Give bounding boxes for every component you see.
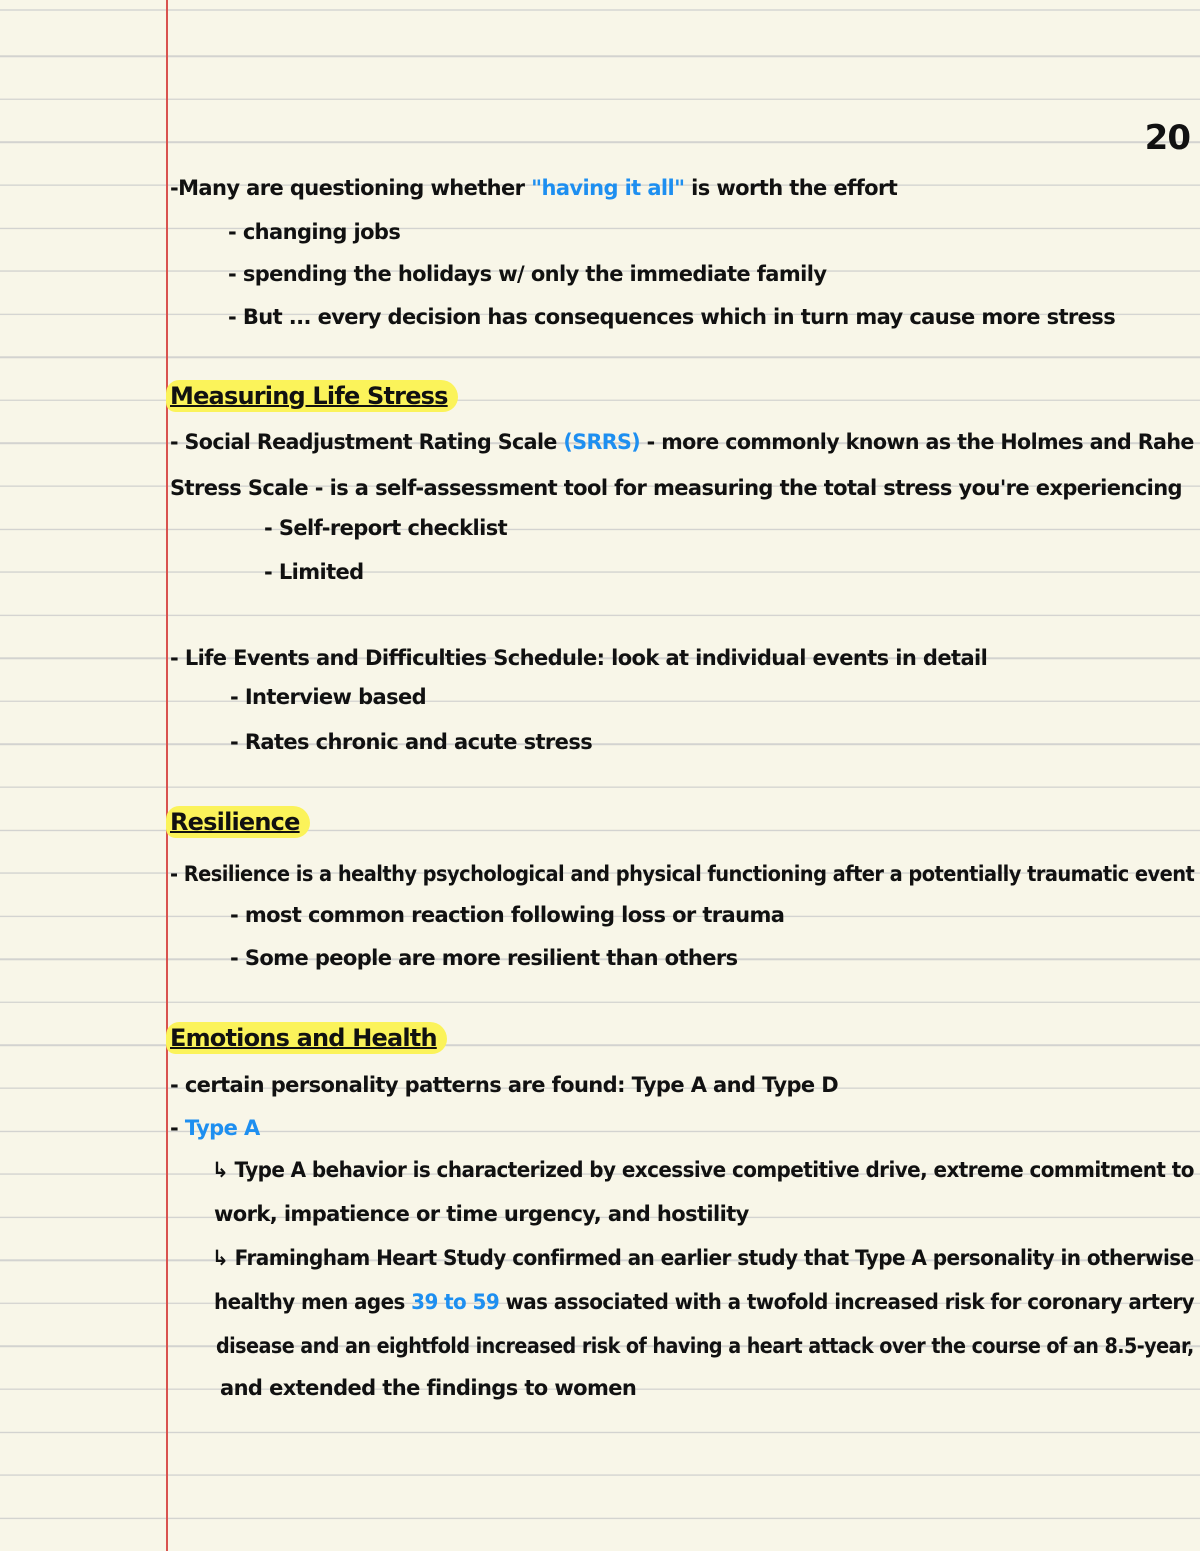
intro-line bbox=[170, 176, 897, 200]
page-number: 20 bbox=[1144, 118, 1190, 158]
sub-arrow-icon: ↳ bbox=[212, 1246, 229, 1270]
srrs-bullet: - Self-report checklist bbox=[264, 516, 508, 540]
led-bullet: - Rates chronic and acute stress bbox=[230, 730, 593, 754]
age-range: 39 to 59 bbox=[411, 1290, 500, 1314]
led-schedule-line: - Life Events and Difficulties Schedule: look at individual events in detail bbox=[170, 646, 988, 670]
led-bullet: - Interview based bbox=[230, 685, 427, 709]
intro-text-pre: -Many are questioning whether bbox=[170, 176, 532, 200]
heading-measuring-life-stress: Measuring Life Stress bbox=[166, 380, 458, 412]
type-a-para1-text: Type A behavior is characterized by excessive competitive drive, extreme commitment to bbox=[234, 1158, 1194, 1182]
personality-line: - certain personality patterns are found: Type A and Type D bbox=[170, 1073, 839, 1097]
having-it-all-quote: "having it all" bbox=[531, 176, 685, 200]
margin-line bbox=[166, 0, 168, 1551]
type-a-para1-line1 bbox=[212, 1158, 1194, 1182]
framingham-line2-pre: healthy men ages bbox=[214, 1290, 412, 1314]
type-a-label: Type A bbox=[184, 1116, 260, 1140]
srrs-line bbox=[170, 430, 1194, 454]
type-a-line bbox=[170, 1116, 260, 1140]
srrs-line-2: Stress Scale - is a self-assessment tool for measuring the total stress you're experiencing bbox=[170, 476, 1182, 500]
intro-bullet: - changing jobs bbox=[228, 220, 401, 244]
intro-bullet: - spending the holidays w/ only the immediate family bbox=[228, 262, 827, 286]
framingham-line1 bbox=[212, 1246, 1194, 1270]
srrs-bullet: - Limited bbox=[264, 560, 364, 584]
sub-arrow-icon: ↳ bbox=[212, 1158, 229, 1182]
srrs-text-pre: - Social Readjustment Rating Scale bbox=[170, 430, 564, 454]
intro-bullet: - But ... every decision has consequences which in turn may cause more stress bbox=[228, 305, 1116, 329]
framingham-line3: disease and an eightfold increased risk of having a heart attack over the course of an 8.5-year, bbox=[216, 1334, 1194, 1358]
framingham-text: Framingham Heart Study confirmed an earlier study that Type A personality in otherwise bbox=[234, 1246, 1194, 1270]
srrs-abbrev: (SRRS) bbox=[563, 430, 641, 454]
resilience-bullet: - most common reaction following loss or trauma bbox=[230, 903, 785, 927]
framingham-line2 bbox=[214, 1290, 1194, 1314]
framingham-line4: and extended the findings to women bbox=[220, 1376, 637, 1400]
type-a-dash: - bbox=[170, 1116, 179, 1140]
srrs-text-post: - more commonly known as the Holmes and Rahe bbox=[640, 430, 1194, 454]
intro-text-post: is worth the effort bbox=[684, 176, 898, 200]
type-a-para1-line2: work, impatience or time urgency, and hostility bbox=[214, 1202, 749, 1226]
heading-resilience: Resilience bbox=[166, 806, 310, 838]
framingham-line2-post: was associated with a twofold increased risk for coronary artery bbox=[499, 1290, 1195, 1314]
resilience-bullet: - Some people are more resilient than others bbox=[230, 946, 738, 970]
heading-emotions-and-health: Emotions and Health bbox=[166, 1022, 447, 1054]
resilience-line: - Resilience is a healthy psychological and physical functioning after a potentially traumatic event bbox=[170, 862, 1195, 886]
